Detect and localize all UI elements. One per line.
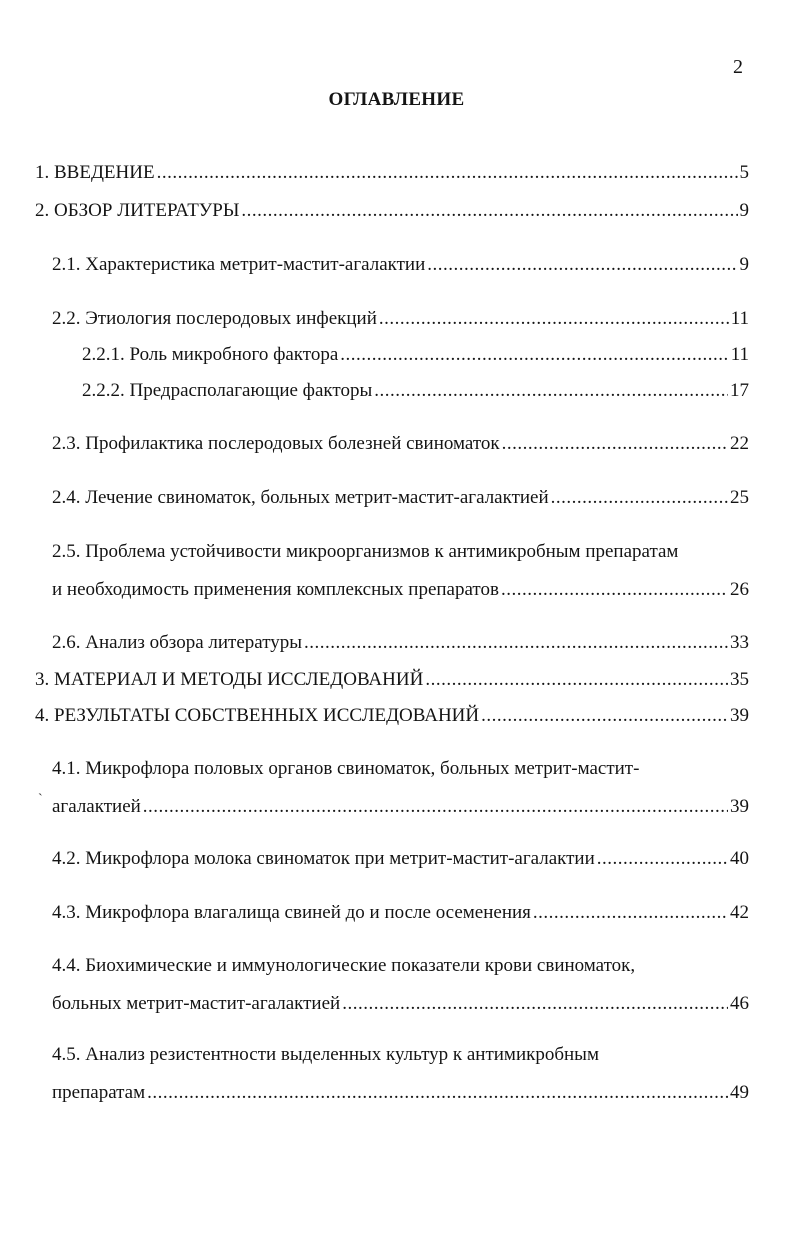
toc-entry[interactable] xyxy=(52,486,749,510)
toc-entry-label: 2. ОБЗОР ЛИТЕРАТУРЫ xyxy=(35,200,240,221)
toc-entry[interactable] xyxy=(35,704,749,728)
toc-entry-page: 26 xyxy=(730,579,749,600)
toc-entry-label: 1. ВВЕДЕНИЕ xyxy=(35,162,155,183)
toc-entry-label: и необходимость применения комплексных препаратов xyxy=(52,579,499,600)
toc-entry-label: 4.3. Микрофлора влагалища свиней до и после осеменения xyxy=(52,902,531,923)
toc-entry-page: 42 xyxy=(730,902,749,923)
toc-entry[interactable] xyxy=(52,307,749,331)
toc-entry-page: 5 xyxy=(739,162,749,183)
toc-entry[interactable] xyxy=(82,343,749,367)
toc-entry-label: 2.4. Лечение свиноматок, больных метрит-мастит-агалактией xyxy=(52,487,549,508)
toc-entry-page: 22 xyxy=(730,433,749,454)
toc-entry-label: 3. МАТЕРИАЛ И МЕТОДЫ ИССЛЕДОВАНИЙ xyxy=(35,669,424,690)
toc-entry-page: 46 xyxy=(730,993,749,1014)
toc-entry-page: 40 xyxy=(730,848,749,869)
toc-entry-label: агалактией xyxy=(52,796,141,817)
toc-entry-label: 2.3. Профилактика послеродовых болезней свиноматок xyxy=(52,433,500,454)
toc-entry[interactable] xyxy=(52,631,749,655)
toc-entry[interactable] xyxy=(52,847,749,871)
toc-entry[interactable] xyxy=(52,901,749,925)
toc-entry-page: 9 xyxy=(739,254,749,275)
toc-entry[interactable] xyxy=(52,253,749,277)
toc-entry-page: 25 xyxy=(730,487,749,508)
toc-entry[interactable] xyxy=(35,161,749,185)
toc-entry-label: 2.2.2. Предрасполагающие факторы xyxy=(82,380,373,401)
toc-entry-label: 2.2.1. Роль микробного фактора xyxy=(82,344,339,365)
toc-entry-page: 9 xyxy=(739,200,749,221)
toc-entry-page: 11 xyxy=(730,344,749,365)
toc-entry-label: препаратам xyxy=(52,1082,146,1103)
toc-entry[interactable] xyxy=(52,432,749,456)
toc-entry-label-line1: 4.1. Микрофлора половых органов свиноматок, больных метрит-мастит- xyxy=(52,758,640,779)
page-title: ОГЛАВЛЕНИЕ xyxy=(328,89,465,110)
page-number: 2 xyxy=(733,56,743,78)
toc-entry-label-line1: 4.4. Биохимические и иммунологические показатели крови свиноматок, xyxy=(52,955,636,976)
toc-entry[interactable] xyxy=(35,199,749,223)
toc-entry-page: 35 xyxy=(730,669,749,690)
toc-entry-label: 2.2. Этиология послеродовых инфекций xyxy=(52,308,377,329)
toc-entry[interactable] xyxy=(52,1043,749,1105)
toc-entry-label: 4. РЕЗУЛЬТАТЫ СОБСТВЕННЫХ ИССЛЕДОВАНИЙ xyxy=(35,705,480,726)
toc-entry[interactable] xyxy=(52,954,749,1016)
toc-entry-label-line1: 4.5. Анализ резистентности выделенных культур к антимикробным xyxy=(52,1044,599,1065)
toc-entry-label: 2.6. Анализ обзора литературы xyxy=(52,632,303,653)
toc-entry-page: 33 xyxy=(730,632,749,653)
toc-entry-page: 17 xyxy=(730,380,749,401)
toc-entry-label: 4.2. Микрофлора молока свиноматок при метрит-мастит-агалактии xyxy=(52,848,595,869)
toc-entry-page: 49 xyxy=(730,1082,749,1103)
toc-entry-label: 2.1. Характеристика метрит-мастит-агалактии xyxy=(52,254,426,275)
stray-mark-icon: ` xyxy=(38,792,43,807)
toc-entry[interactable] xyxy=(52,540,749,602)
toc-entry-page: 39 xyxy=(730,796,749,817)
toc-entry-page: 11 xyxy=(730,308,749,329)
toc-entry[interactable] xyxy=(35,668,749,692)
toc-entry[interactable] xyxy=(82,379,749,403)
toc-entry[interactable] xyxy=(52,757,749,819)
toc-entry-page: 39 xyxy=(730,705,749,726)
toc-entry-label: больных метрит-мастит-агалактией xyxy=(52,993,341,1014)
toc-entry-label-line1: 2.5. Проблема устойчивости микроорганизмов к антимикробным препаратам xyxy=(52,541,679,562)
